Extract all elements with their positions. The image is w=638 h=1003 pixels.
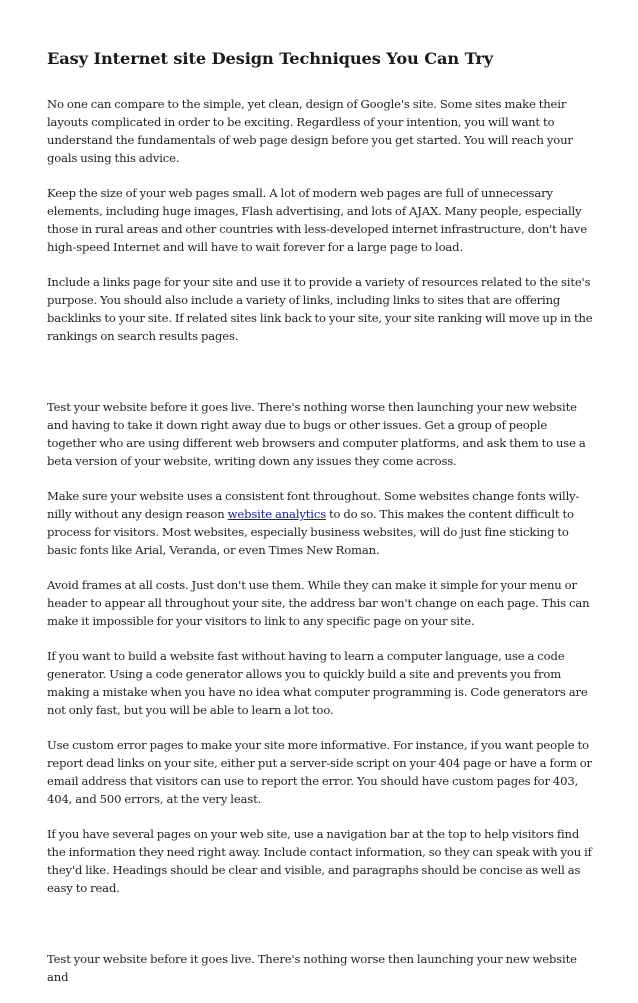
paragraph-1: No one can compare to the simple, yet clean, design of Google's site. Some sites make their layouts complicated in order to be exciting. Regardless of your intention, you will want to understand the fundamentals of web page design before you get started. You will reach your goals using this advice. [47, 97, 573, 165]
website-analytics-link[interactable]: website analytics [227, 507, 326, 521]
paragraph-4: Test your website before it goes live. There's nothing worse then launching your new website and having to take it down right away due to bugs or other issues. Get a group of people together who are using different web browsers and computer platforms, and ask them to use a beta version of your website, writing down any issues they come across. [47, 400, 586, 468]
paragraph-8: Use custom error pages to make your site more informative. For instance, if you want people to report dead links on your site, either put a server-side script on your 404 page or have a form or email address that visitors can use to report the error. You should have custom pages for 403, 404, and 500 errors, at the very least. [47, 738, 592, 806]
paragraph-5 [47, 487, 595, 559]
document-page [47, 48, 595, 1003]
paragraph-10: Test your website before it goes live. There's nothing worse then launching your new website and [47, 952, 577, 984]
document-title: Easy Internet site Design Techniques You Can Try [47, 49, 494, 68]
paragraph-6: Avoid frames at all costs. Just don't use them. While they can make it simple for your menu or header to appear all throughout your site, the address bar won't change on each page. This can make it impossible for your visitors to link to any specific page on your site. [47, 578, 590, 628]
paragraph-3: Include a links page for your site and use it to provide a variety of resources related to the site's purpose. You should also include a variety of links, including links to sites that are offering backlinks to your site. If related sites link back to your site, your site ranking will move up in the rankings on search results pages. [47, 275, 593, 343]
paragraph-5-text-after: to do so. This makes the content difficult to process for visitors. Most websites, especially business websites, will do just fine sticking to basic fonts like Arial, Veranda, or even Times New Roman. [47, 507, 574, 557]
paragraph-7: If you want to build a website fast without having to learn a computer language, use a code generator. Using a code generator allows you to quickly build a site and prevents you from making a mistake when you have no idea what computer programming is. Code generators are not only fast, but you will be able to learn a lot too. [47, 649, 588, 717]
paragraph-9: If you have several pages on your web site, use a navigation bar at the top to help visitors find the information they need right away. Include contact information, so they can speak with you if they'd like. Headings should be clear and visible, and paragraphs should be concise as well as easy to read. [47, 827, 592, 895]
paragraph-5-text-before: Make sure your website uses a consistent font throughout. Some websites change fonts willy-nilly without any design reason [47, 489, 580, 521]
paragraph-2: Keep the size of your web pages small. A lot of modern web pages are full of unnecessary elements, including huge images, Flash advertising, and lots of AJAX. Many people, especially those in rural areas and other countries with less-developed internet infrastructure, don't have high-speed Internet and will have to wait forever for a large page to load. [47, 186, 587, 254]
